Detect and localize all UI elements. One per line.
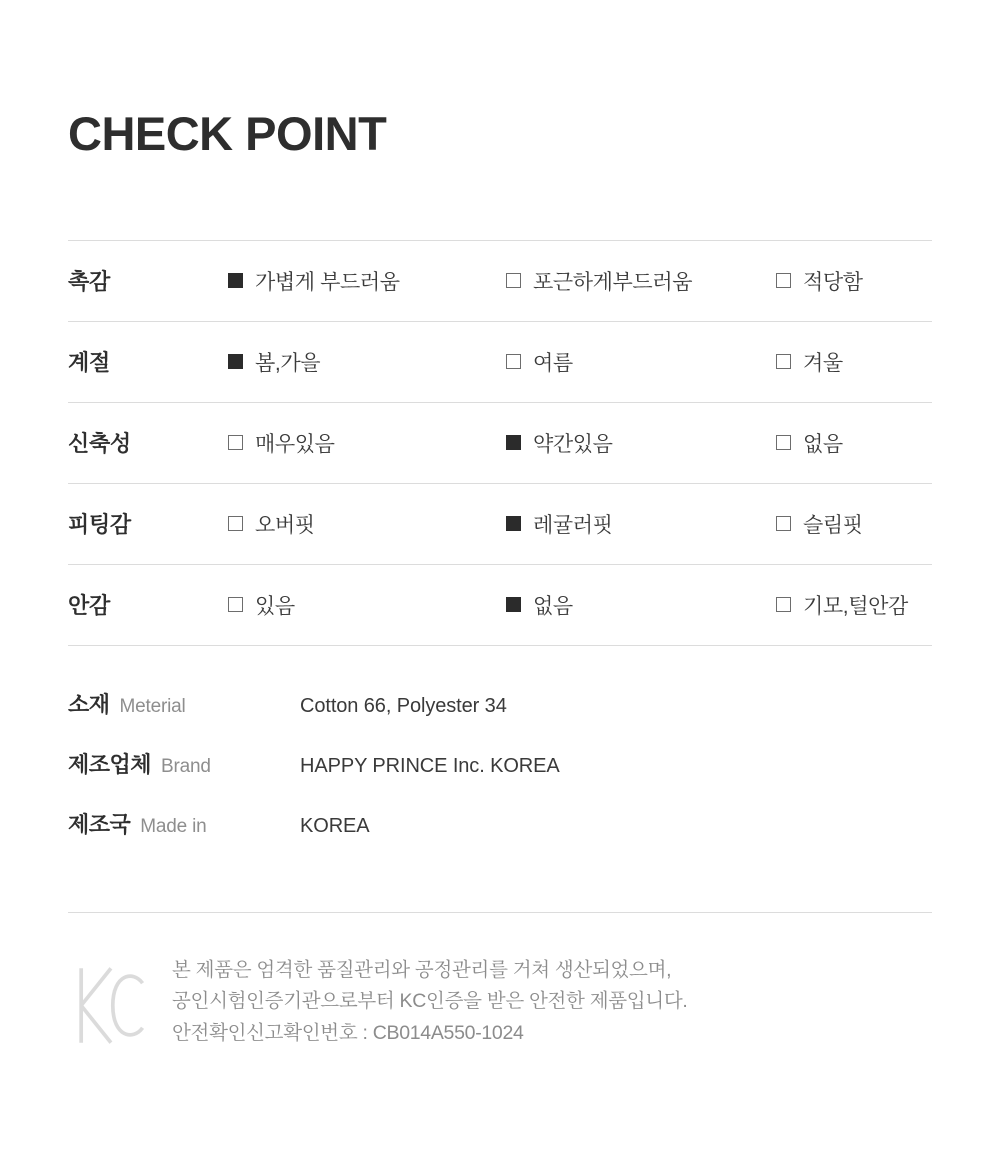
info-key <box>68 688 300 719</box>
option-label: 여름 <box>533 351 573 375</box>
checkbox-checked-icon[interactable] <box>228 354 243 369</box>
table-row <box>68 322 932 403</box>
row-label: 촉감 <box>68 269 110 295</box>
checkbox-checked-icon[interactable] <box>506 435 521 450</box>
row-options <box>228 509 932 539</box>
option-label: 약간있음 <box>533 432 613 456</box>
option-item[interactable] <box>228 590 506 620</box>
info-label-en: Meterial <box>119 695 186 717</box>
option-label: 적당함 <box>803 270 863 294</box>
certification-line: 공인시험인증기관으로부터 KC인증을 받은 안전한 제품입니다. <box>172 990 688 1013</box>
option-item[interactable] <box>506 266 776 296</box>
check-point-table <box>68 240 932 646</box>
certification-line: 본 제품은 엄격한 품질관리와 공정관리를 거쳐 생산되었으며, <box>172 958 672 981</box>
option-label: 포근하게부드러움 <box>533 270 693 294</box>
checkbox-unchecked-icon[interactable] <box>228 516 243 531</box>
info-label-ko: 소재 <box>68 691 110 717</box>
row-options <box>228 266 932 296</box>
checkbox-unchecked-icon[interactable] <box>776 273 791 288</box>
option-item[interactable] <box>776 266 863 296</box>
info-key <box>68 748 300 779</box>
checkbox-unchecked-icon[interactable] <box>506 354 521 369</box>
row-options <box>228 590 932 620</box>
info-label-ko: 제조국 <box>68 811 131 837</box>
table-row <box>68 403 932 484</box>
info-value: Cotton 66, Polyester 34 <box>300 694 507 717</box>
option-label: 기모,털안감 <box>803 594 908 618</box>
checkbox-unchecked-icon[interactable] <box>228 597 243 612</box>
info-key <box>68 808 300 839</box>
page-title: CHECK POINT <box>68 107 387 160</box>
checkbox-checked-icon[interactable] <box>228 273 243 288</box>
option-item[interactable] <box>228 428 506 458</box>
option-item[interactable] <box>228 347 506 377</box>
info-label-en: Brand <box>161 755 211 777</box>
table-row <box>68 484 932 565</box>
info-value: KOREA <box>300 814 370 837</box>
checkbox-checked-icon[interactable] <box>506 597 521 612</box>
certification-line: 안전확인신고확인번호 : CB014A550-1024 <box>172 1021 524 1044</box>
option-item[interactable] <box>776 509 863 539</box>
row-options <box>228 428 932 458</box>
checkbox-unchecked-icon[interactable] <box>776 354 791 369</box>
option-label: 없음 <box>533 594 573 618</box>
list-item <box>68 748 932 808</box>
option-label: 없음 <box>803 432 843 456</box>
option-label: 매우있음 <box>255 432 335 456</box>
option-item[interactable] <box>228 509 506 539</box>
info-label-en: Made in <box>140 815 207 837</box>
option-label: 오버핏 <box>255 513 315 537</box>
product-info-list <box>68 688 932 868</box>
option-item[interactable] <box>506 428 776 458</box>
list-item <box>68 688 932 748</box>
checkbox-unchecked-icon[interactable] <box>228 435 243 450</box>
checkbox-unchecked-icon[interactable] <box>506 273 521 288</box>
list-item <box>68 808 932 868</box>
row-label: 계절 <box>68 350 110 376</box>
option-label: 슬림핏 <box>803 513 863 537</box>
row-label: 안감 <box>68 593 110 619</box>
option-label: 가볍게 부드러움 <box>255 270 400 294</box>
option-label: 있음 <box>255 594 295 618</box>
checkbox-unchecked-icon[interactable] <box>776 435 791 450</box>
table-row <box>68 565 932 646</box>
row-label: 신축성 <box>68 431 131 457</box>
certification-footer <box>68 912 932 1057</box>
info-value: HAPPY PRINCE Inc. KOREA <box>300 754 560 777</box>
checkbox-unchecked-icon[interactable] <box>776 597 791 612</box>
option-label: 겨울 <box>803 351 843 375</box>
option-item[interactable] <box>506 509 776 539</box>
table-row <box>68 241 932 322</box>
option-item[interactable] <box>776 590 908 620</box>
option-label: 레귤러핏 <box>533 513 613 537</box>
row-label: 피팅감 <box>68 512 131 538</box>
option-item[interactable] <box>776 428 843 458</box>
option-item[interactable] <box>228 266 506 296</box>
option-item[interactable] <box>506 590 776 620</box>
row-options <box>228 347 932 377</box>
checkbox-unchecked-icon[interactable] <box>776 516 791 531</box>
info-label-ko: 제조업체 <box>68 751 152 777</box>
option-item[interactable] <box>506 347 776 377</box>
checkbox-checked-icon[interactable] <box>506 516 521 531</box>
option-label: 봄,가을 <box>255 351 321 375</box>
option-item[interactable] <box>776 347 843 377</box>
certification-text <box>172 955 688 1050</box>
kc-certification-icon <box>68 959 152 1057</box>
